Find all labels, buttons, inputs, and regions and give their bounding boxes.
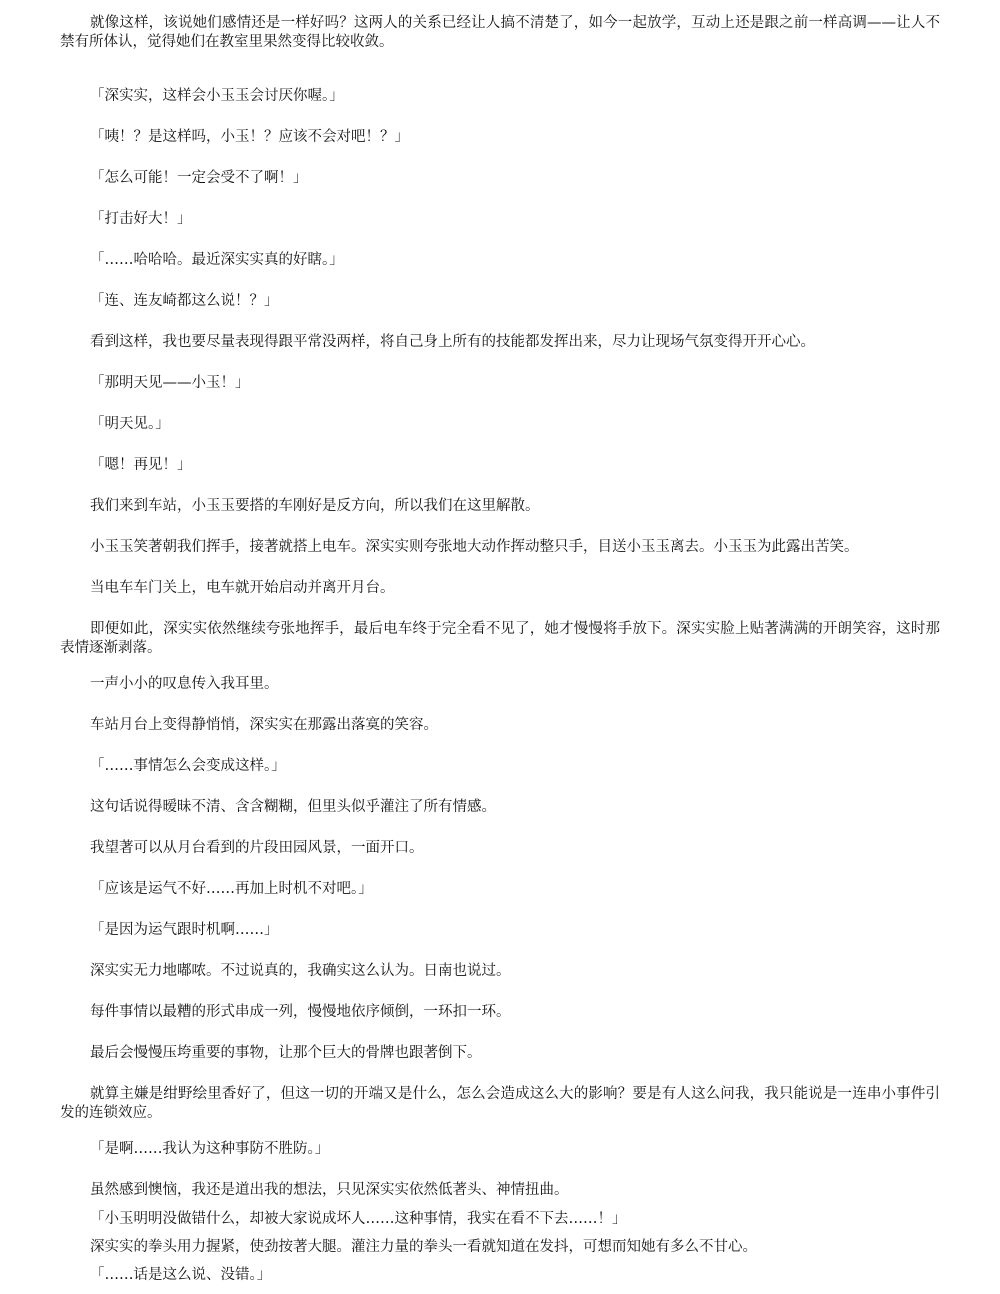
- paragraph: 一声小小的叹息传入我耳里。: [90, 676, 279, 692]
- document-page: [60, 0, 940, 1294]
- paragraph: 车站月台上变得静悄悄，深实实在那露出落寞的笑容。: [90, 717, 438, 733]
- paragraph: 「……事情怎么会变成这样。」: [90, 758, 286, 774]
- paragraph: 「应该是运气不好……再加上时机不对吧。」: [90, 881, 373, 897]
- paragraph: 「明天见。」: [90, 416, 170, 432]
- paragraph: 虽然感到懊恼，我还是道出我的想法，只见深实实依然低著头、神情扭曲。: [90, 1182, 569, 1198]
- paragraph: 即便如此，深实实依然继续夸张地挥手，最后电车终于完全看不见了，她才慢慢将手放下。深实实脸上贴著满满的开朗笑容，这时那表情逐渐剥落。: [60, 621, 940, 656]
- paragraph: 「咦！？是这样吗，小玉！？应该不会对吧！？」: [90, 129, 409, 145]
- paragraph: 小玉玉笑著朝我们挥手，接著就搭上电车。深实实则夸张地大动作挥动整只手，目送小玉玉离去。小玉玉为此露出苦笑。: [90, 539, 859, 555]
- paragraph: 「是因为运气跟时机啊……」: [90, 922, 279, 938]
- paragraph: 每件事情以最糟的形式串成一列，慢慢地依序倾倒，一环扣一环。: [90, 1004, 511, 1020]
- paragraph: 深实实的拳头用力握紧，使劲按著大腿。灌注力量的拳头一看就知道在发抖，可想而知她有多么不甘心。: [90, 1239, 757, 1255]
- paragraph: 「……哈哈哈。最近深实实真的好瞎。」: [90, 252, 344, 268]
- paragraph: 就像这样，该说她们感情还是一样好吗？这两人的关系已经让人搞不清楚了，如今一起放学，互动上还是跟之前一样高调——让人不禁有所体认，觉得她们在教室里果然变得比较收敛。: [60, 15, 940, 50]
- paragraph: 我们来到车站，小玉玉要搭的车刚好是反方向，所以我们在这里解散。: [90, 498, 540, 514]
- paragraph: 看到这样，我也要尽量表现得跟平常没两样，将自己身上所有的技能都发挥出来，尽力让现场气氛变得开开心心。: [90, 334, 815, 350]
- paragraph: 「深实实，这样会小玉玉会讨厌你喔。」: [90, 88, 344, 104]
- paragraph: 「……话是这么说、没错。」: [90, 1267, 272, 1283]
- paragraph: 「打击好大！」: [90, 211, 192, 227]
- paragraph: 深实实无力地嘟哝。不过说真的，我确实这么认为。日南也说过。: [90, 963, 511, 979]
- paragraph: 「那明天见——小玉！」: [90, 375, 250, 391]
- paragraph: 当电车车门关上，电车就开始启动并离开月台。: [90, 580, 395, 596]
- paragraph: 「是啊……我认为这种事防不胜防。」: [90, 1141, 330, 1157]
- paragraph: 这句话说得暧昧不清、含含糊糊，但里头似乎灌注了所有情感。: [90, 799, 496, 815]
- paragraph: 「小玉明明没做错什么，却被大家说成坏人……这种事情，我实在看不下去……！」: [90, 1211, 627, 1227]
- paragraph: 「怎么可能！一定会受不了啊！」: [90, 170, 308, 186]
- paragraph: 我望著可以从月台看到的片段田园风景，一面开口。: [90, 840, 424, 856]
- paragraph: 就算主嫌是绀野绘里香好了，但这一切的开端又是什么，怎么会造成这么大的影响？要是有人这么问我，我只能说是一连串小事件引发的连锁效应。: [60, 1086, 940, 1121]
- paragraph: 最后会慢慢压垮重要的事物，让那个巨大的骨牌也跟著倒下。: [90, 1045, 482, 1061]
- paragraph: 「嗯！再见！」: [90, 457, 192, 473]
- paragraph: 「连、连友崎都这么说！？」: [90, 293, 279, 309]
